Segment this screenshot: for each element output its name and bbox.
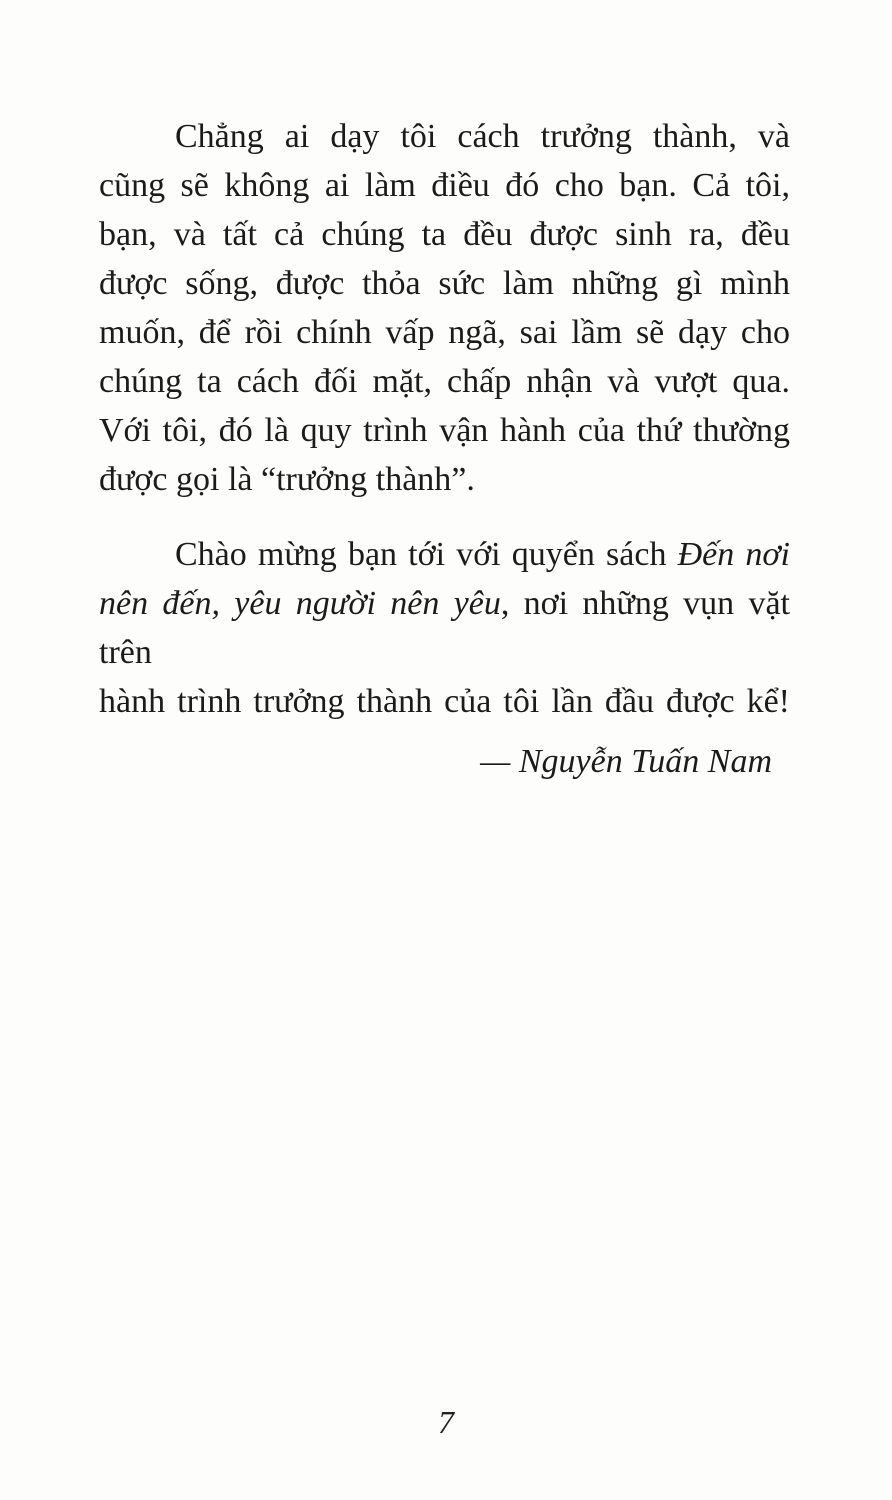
author-signature: — Nguyễn Tuấn Nam [480,743,772,780]
text-run: Chào mừng bạn tới với quyển sách [175,536,678,573]
paragraph-2 [99,530,790,726]
text-line: cũng sẽ không ai làm điều đó cho bạn. Cả tôi, [99,167,790,204]
text-line [99,579,790,677]
book-title-italic: Đến nơi [677,536,790,573]
text-line: bạn, và tất cả chúng ta đều được sinh ra, đều [99,216,790,253]
text-run: , nơi những vụn vặt trên [99,585,790,671]
text-line: được gọi là “trưởng thành”. [99,461,475,498]
paragraph-1 [99,112,790,504]
text-line: chúng ta cách đối mặt, chấp nhận và vượt qua. [99,363,790,400]
text-line [99,677,790,726]
text-line: muốn, để rồi chính vấp ngã, sai lầm sẽ dạy cho [99,314,790,351]
page-number: 7 [438,1404,454,1440]
text-line: được sống, được thỏa sức làm những gì mình [99,265,790,302]
text-line [99,530,790,579]
text-run: hành trình trưởng thành của tôi lần đầu được kể! [99,683,790,720]
book-title-italic: nên đến, yêu người nên yêu [99,585,501,622]
text-line: Chẳng ai dạy tôi cách trưởng thành, và [175,118,790,155]
text-block [99,112,790,786]
text-line: Với tôi, đó là quy trình vận hành của thứ thường [99,412,790,449]
